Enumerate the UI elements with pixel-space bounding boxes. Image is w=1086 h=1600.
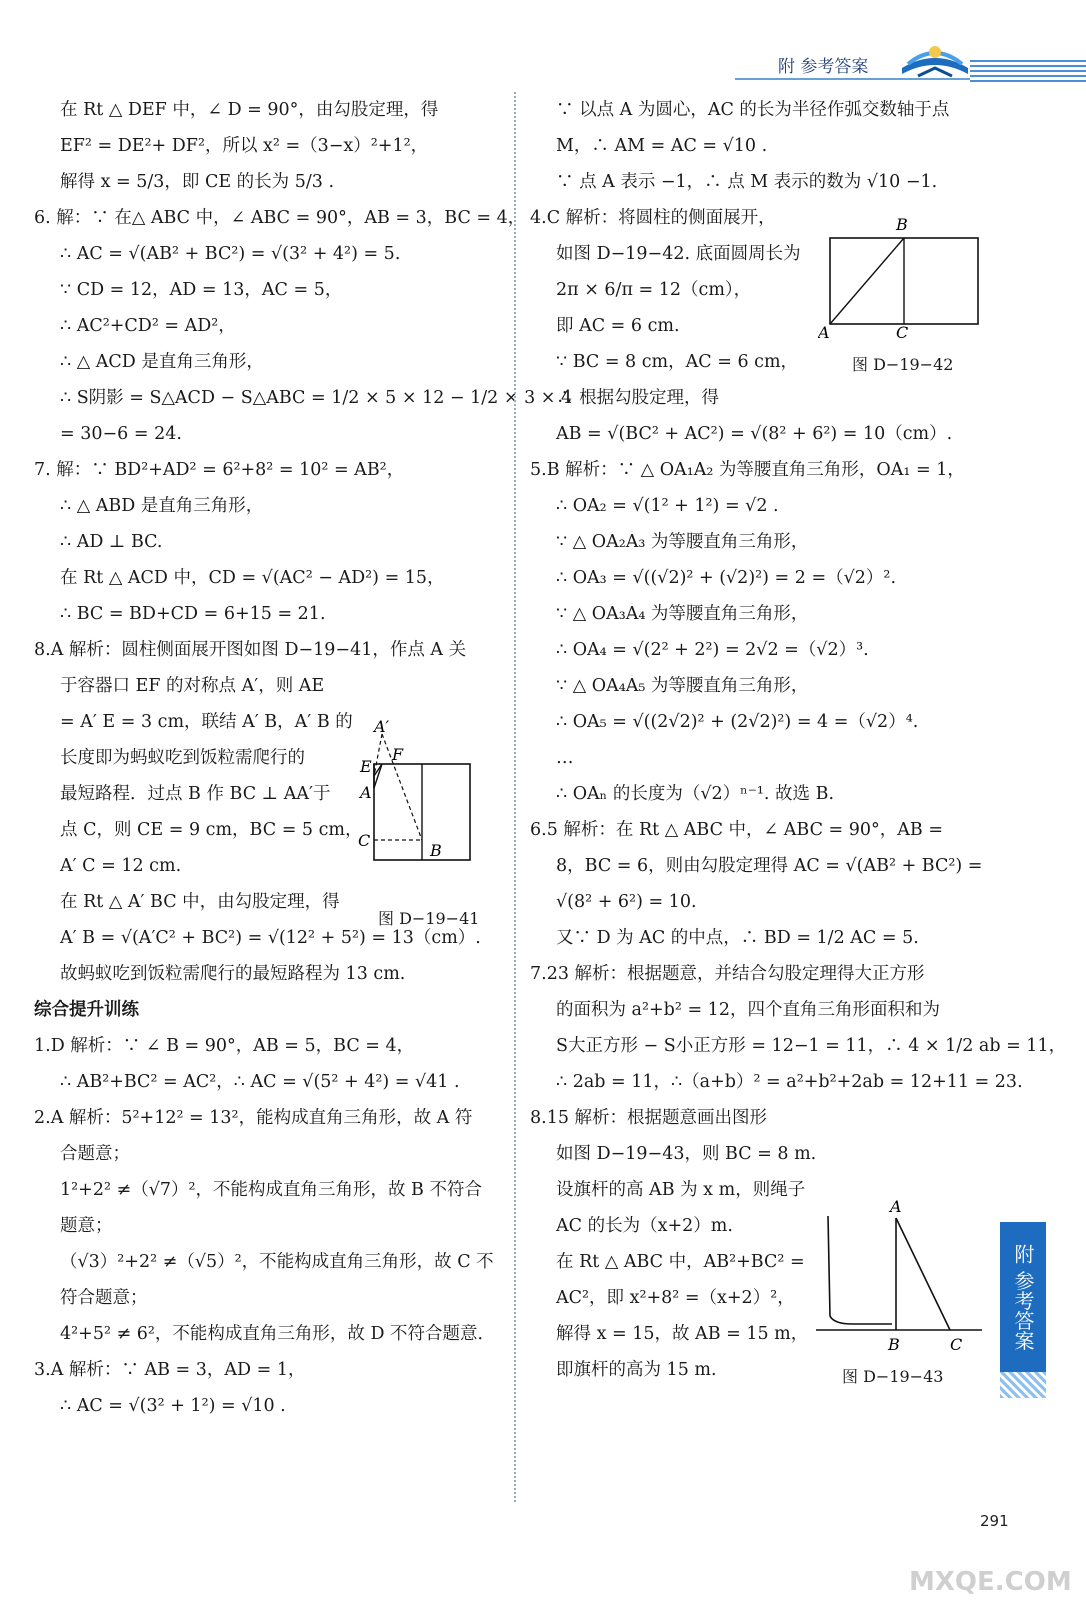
left-column-line: 综合提升训练 [34,1000,139,1020]
left-column-line: ∴ AC = √(3² + 1²) = √10 . [60,1396,286,1416]
left-column-line: 符合题意； [60,1288,148,1308]
page-header [0,0,1086,90]
right-column-line: S大正方形 − S小正方形 = 12−1 = 11，∴ 4 × 1/2 ab = 11， [556,1036,1067,1056]
header-stripes [970,60,1086,82]
left-column-line: 长度即为蚂蚁吃到饭粒需爬行的 [60,748,305,768]
right-column-line: ∴ OA₃ = √((√2)² + (√2)²) = 2 =（√2）². [556,568,897,588]
fig42-label-c: C [896,323,909,340]
figure-d-19-43 [812,1196,988,1356]
right-column-line: 如图 D−19−42. 底面圆周长为 [556,244,801,264]
left-column-line: 1²+2² ≠（√7）²，不能构成直角三角形，故 B 不符合 [60,1180,482,1200]
header-title: 附 参考答案 [778,57,869,77]
left-column-line: 7. 解：∵ BD²+AD² = 6²+8² = 10² = AB²， [34,460,405,480]
right-column-line: ∵ △ OA₂A₃ 为等腰直角三角形， [556,532,809,552]
left-column-line: ∴ △ ACD 是直角三角形， [60,352,264,372]
left-column-line: ∴ AC = √(AB² + BC²) = √(3² + 4²) = 5. [60,244,401,264]
left-column-line: ∴ BC = BD+CD = 6+15 = 21. [60,604,326,624]
right-column-line: 2π × 6/π = 12（cm）， [556,280,752,300]
fig41-caption: 图 D−19−41 [378,909,480,928]
right-column-line: 4.C 解析：将圆柱的侧面展开， [530,208,776,228]
right-column-line: ∴ OA₄ = √(2² + 2²) = 2√2 =（√2）³. [556,640,869,660]
fig42-caption: 图 D−19−42 [852,355,954,374]
right-column-line: 8.15 解析：根据题意画出图形 [530,1108,768,1128]
left-column-line: A′ B = √(A′C² + BC²) = √(12² + 5²) = 13（cm）. [60,928,481,948]
page-number: 291 [980,1512,1009,1530]
right-column-line: 8，BC = 6，则由勾股定理得 AC = √(AB² + BC²) = [556,856,983,876]
left-column-line: ∴ AB²+BC² = AC²，∴ AC = √(5² + 4²) = √41 . [60,1072,460,1092]
column-divider [514,92,516,1502]
left-column-line: ∴ △ ABD 是直角三角形， [60,496,264,516]
left-column-line: 1.D 解析：∵ ∠ B = 90°，AB = 5，BC = 4， [34,1036,415,1056]
fig43-label-a: A [890,1197,902,1216]
left-column-line: ∵ CD = 12，AD = 13，AC = 5， [60,280,343,300]
left-column-line: 在 Rt △ ACD 中，CD = √(AC² − AD²) = 15， [60,568,445,588]
left-column-line: ∴ AC²+CD² = AD²， [60,316,236,336]
figure-d-19-41 [352,716,482,876]
left-column-line: 6. 解：∵ 在△ ABC 中，∠ ABC = 90°，AB = 3，BC = 4， [34,208,526,228]
right-column-line: ∵ BC = 8 cm，AC = 6 cm， [556,352,799,372]
right-column-line: 在 Rt △ ABC 中，AB²+BC² = [556,1252,805,1272]
right-column-line: ∴ OAₙ 的长度为（√2）ⁿ⁻¹. 故选 B. [556,784,835,804]
fig41-label-f: F [392,745,404,764]
fig42-label-b: B [896,215,908,234]
side-tab: 附 参考答案 [1000,1222,1046,1372]
fig41-label-c: C [358,831,371,850]
right-column-line: √(8² + 6²) = 10. [556,892,697,912]
right-column-line: 即 AC = 6 cm. [556,316,680,336]
fig41-label-a-prime: A′ [374,717,390,736]
side-tab-stripes [1000,1372,1046,1398]
left-column-line: 最短路程．过点 B 作 BC ⊥ AA′于 [60,784,331,804]
left-column-line: 于容器口 EF 的对称点 A′，则 AE [60,676,325,696]
fig43-label-b: B [888,1335,900,1354]
right-column-line: 的面积为 a²+b² = 12，四个直角三角形面积和为 [556,1000,940,1020]
fig43-caption: 图 D−19−43 [842,1367,944,1386]
fig41-label-e: E [360,757,372,776]
left-column-line: 2.A 解析：5²+12² = 13²，能构成直角三角形，故 A 符 [34,1108,473,1128]
left-column-line: A′ C = 12 cm. [60,856,182,876]
right-column-line: AB = √(BC² + AC²) = √(8² + 6²) = 10（cm）. [556,424,953,444]
left-column-line: 合题意； [60,1144,130,1164]
left-column-line: 点 C，则 CE = 9 cm，BC = 5 cm， [60,820,363,840]
right-column-line: ∴ OA₂ = √(1² + 1²) = √2 . [556,496,779,516]
right-column-line: 5.B 解析：∵ △ OA₁A₂ 为等腰直角三角形，OA₁ = 1， [530,460,965,480]
left-column-line: 4²+5² ≠ 6²，不能构成直角三角形，故 D 不符合题意． [60,1324,496,1344]
left-column-line: EF² = DE²+ DF²，所以 x² =（3−x）²+1²， [60,136,429,156]
right-column-line: ∴ OA₅ = √((2√2)² + (2√2)²) = 4 =（√2）⁴. [556,712,919,732]
right-column-line: ∴ 2ab = 11，∴（a+b）² = a²+b²+2ab = 12+11 = 23. [556,1072,1023,1092]
right-column-line: … [556,748,574,768]
right-column-line: 7.23 解析：根据题意，并结合勾股定理得大正方形 [530,964,925,984]
left-column-line: （√3）²+2² ≠（√5）²，不能构成直角三角形，故 C 不 [60,1252,494,1272]
fig43-label-c: C [950,1335,963,1354]
left-column-line: = A′ E = 3 cm，联结 A′ B，A′ B 的 [60,712,353,732]
fig41-label-a: A [360,783,372,802]
left-column-line: ∴ S阴影 = S△ACD − S△ABC = 1/2 × 5 × 12 − 1/2 × 3 × 4 [60,388,573,408]
fig41-label-b: B [430,841,442,860]
watermark [875,1500,1086,1600]
right-column-line: AC 的长为（x+2）m. [556,1216,733,1236]
fig42-label-a: A [818,323,830,340]
right-column-line: M，∴ AM = AC = √10 . [556,136,768,156]
right-column-line: 6.5 解析：在 Rt △ ABC 中，∠ ABC = 90°，AB = [530,820,943,840]
right-column-line: ∵ △ OA₄A₅ 为等腰直角三角形， [556,676,809,696]
right-column-line: 解得 x = 15，故 AB = 15 m， [556,1324,809,1344]
left-column-line: 在 Rt △ DEF 中，∠ D = 90°，由勾股定理，得 [60,100,439,120]
right-column-line: 又∵ D 为 AC 的中点，∴ BD = 1/2 AC = 5. [556,928,919,948]
left-column-line: 题意； [60,1216,113,1236]
right-column-line: 即旗杆的高为 15 m. [556,1360,717,1380]
left-column-line: 3.A 解析：∵ AB = 3，AD = 1， [34,1360,306,1380]
left-column-line: = 30−6 = 24. [60,424,182,444]
book-logo-icon [898,38,972,84]
right-column-line: ∴ 根据勾股定理，得 [556,388,720,408]
figure-d-19-42 [818,210,988,340]
left-column-line: 故蚂蚁吃到饭粒需爬行的最短路程为 13 cm. [60,964,406,984]
right-column-line: 如图 D−19−43，则 BC = 8 m. [556,1144,817,1164]
left-column-line: 8.A 解析：圆柱侧面展开图如图 D−19−41，作点 A 关 [34,640,467,660]
right-column-line: 设旗杆的高 AB 为 x m，则绳子 [556,1180,806,1200]
right-column-line: AC²，即 x²+8² =（x+2）²， [556,1288,795,1308]
left-column-line: 解得 x = 5/3，即 CE 的长为 5/3 . [60,172,335,192]
right-column-line: ∵ △ OA₃A₄ 为等腰直角三角形， [556,604,809,624]
watermark-text: MXQE.COM [909,1567,1072,1597]
left-column-line: ∴ AD ⊥ BC. [60,532,163,552]
right-column-line: ∵ 以点 A 为圆心，AC 的长为半径作弧交数轴于点 [556,100,950,120]
left-column-line: 在 Rt △ A′ BC 中，由勾股定理，得 [60,892,340,912]
right-column-line: ∵ 点 A 表示 −1，∴ 点 M 表示的数为 √10 −1. [556,172,938,192]
